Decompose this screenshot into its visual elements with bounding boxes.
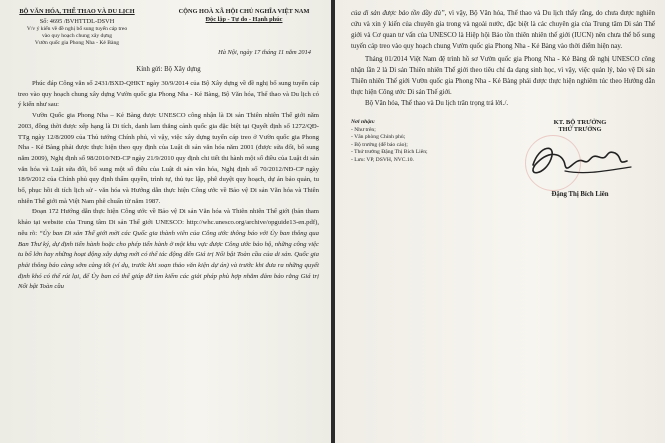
recipients-title: Nơi nhận: [351, 119, 375, 125]
continued-text: vì vậy, Bộ Văn hóa, Thể thao và Du lịch thấy rằng, do chưa được nghiên cứu và xin ý kiến của chuyên gia trong và ngoài nước, đặc biệt là các chuyên gia của Trung tâm Di sản Thế giới và Cơ quan tư vấn của UNESCO là Hiệp hội Bảo tồn thiên nhiên thế giới (IUCN) nên chưa thể bổ sung tuyến cáp treo vào quy hoạch chung Vườn quốc gia Phong Nha - Kẻ Bàng vào thời điểm hiện nay. [351, 10, 656, 50]
country-name: CỘNG HOÀ XÃ HỘI CHỦ NGHĨA VIỆT NAM [178, 8, 310, 15]
recipient-item: - Văn phòng Chính phủ; [351, 134, 406, 141]
stamp-icon [525, 135, 581, 191]
quote-ending: của di sản được bảo tồn đầy đủ”, [351, 10, 447, 17]
paragraph-2: Vườn Quốc gia Phong Nha – Kẻ Bàng được UNESCO công nhận là Di sản Thiên nhiên Thế giới năm 2003, đồng thời được xếp hạng là Di tích, danh lam thắng cảnh quốc gia đặc biệt tại Quyết định số 1272/QĐ-TTg ngày 12/8/2009 của Thủ tướng Chính phủ, vì vậy, việc xây dựng tuyến cáp treo ở Vườn quốc gia Phong Nha - Kẻ Bàng phải được thực hiện theo quy định của Luật di sản văn hóa năm 2001 (được sửa đổi, bổ sung năm 2009), Nghị định số 98/2010/NĐ-CP ngày 21/9/2010 quy định chi tiết thi hành một số điều của Luật di sản văn hóa và Luật sửa đổi, bổ sung một số điều của Luật di sản văn hóa, Nghị định số 70/2012/NĐ-CP ngày 18/9/2012 của Chính phủ quy định thẩm quyền, trình tự, thủ tục lập, phê duyệt quy hoạch, dự án bảo quản, tu bổ, phục hồi di tích lịch sử - văn hóa và Hướng dẫn thực hiện Công ước về Bảo vệ Di sản Văn hóa và Thiên nhiên Thế giới mà Việt Nam phê chuẩn từ năm 1987. [18, 112, 319, 205]
signer [505, 119, 655, 198]
subject-line-2: vào quy hoạch chung xây dựng [42, 33, 112, 39]
signer-title-1: KT. BỘ TRƯỞNG [553, 119, 607, 126]
closing-line: Bộ Văn hóa, Thể thao và Du lịch trân trọng trả lời./. [365, 100, 509, 107]
unesco-quote: “Ủy ban Di sản Thế giới mời các Quốc gia thành viên của Công ước thông báo với Ủy ban thông qua Ban Thư ký, dự định tiến hành hoặc cho phép tiến hành ở một khu vực được Công ước bảo hộ, những công việc tu bổ lớn hay những hoạt động xây dựng mới có thể tác động đến Giá trị Nổi bật Toàn cầu của di sản. Quốc gia phải thông báo càng sớm càng tốt (ví dụ, trước khi soạn thảo văn kiện dự án) và trước khi đưa ra những quyết định khó có thể rút lại, để Ủy ban có thể giúp đỡ tìm kiếm các giải pháp phù hợp nhằm đảm bảo rằng Giá trị Nổi bật Toàn cầu [18, 229, 319, 291]
subject-line-3: Vườn quốc gia Phong Nha - Kẻ Bàng [34, 40, 120, 46]
national-header [169, 8, 319, 47]
recipient-item: - Bộ trưởng (để báo cáo); [351, 141, 408, 148]
continued-paragraph [351, 8, 655, 52]
signer-title-2: THỨ TRƯỞNG [558, 126, 602, 133]
paragraph-3 [18, 207, 319, 293]
left-page [0, 0, 331, 443]
ministry-name: BỘ VĂN HÓA, THỂ THAO VÀ DU LỊCH [19, 8, 135, 15]
document-header [18, 8, 319, 47]
document-number: Số: 4695 /BVHTTDL-DSVH [39, 18, 115, 25]
paragraph-3-text: Đoạn 172 Hướng dẫn thực hiện Công ước về Bảo vệ Di sản Văn hóa và Thiên nhiên Thế giới (bản tham khảo tại website của Trung tâm Di sản Thế giới UNESCO: http://whc.unesco.org/archive/opguide13-en.pdf), nêu rõ: [18, 208, 319, 237]
signer-name: Đặng Thị Bích Liên [551, 191, 609, 198]
addressee: Kính gửi: Bộ Xây dựng [136, 66, 201, 73]
document-date: Hà Nội, ngày 17 tháng 11 năm 2014 [218, 49, 311, 56]
subject-line-1: V/v ý kiến về đề nghị bổ sung tuyến cáp treo [26, 26, 128, 32]
signature-icon [505, 135, 655, 187]
paragraph-1: Phúc đáp Công văn số 2431/BXD-QHKT ngày 30/9/2014 của Bộ Xây dựng về đề nghị bổ sung tuyến cáp treo vào quy hoạch chung xây dựng Vườn quốc gia Phong Nha - Kẻ Bàng, Bộ Văn hóa, Thể thao và Du lịch có ý kiến như sau: [18, 80, 319, 109]
national-motto: Độc lập - Tự do - Hạnh phúc [205, 16, 283, 23]
right-page [335, 0, 665, 443]
issuer-block [18, 8, 136, 47]
recipient-item: - Thứ trưởng Đặng Thị Bích Liên; [351, 149, 428, 156]
recipient-item: - Như trên; [351, 126, 376, 133]
recipient-item: - Lưu: VP, DSVH, NVC.10. [351, 156, 414, 163]
signature-block [351, 119, 655, 198]
recipients-list [351, 119, 491, 198]
paragraph-submission: Tháng 01/2014 Việt Nam đệ trình hồ sơ Vườn quốc gia Phong Nha - Kẻ Bàng đề nghị UNESCO công nhận lần 2 là Di sản Thiên nhiên Thế giới theo tiêu chí đa dạng sinh học, vì vậy, việc quản lý, bảo vệ Di sản Thiên nhiên Thế giới Vườn quốc gia Phong Nha - Kẻ Bàng phải được thực hiện nghiêm túc theo Hướng dẫn thực hiện Công ước Di sản Thế giới. [351, 56, 655, 96]
